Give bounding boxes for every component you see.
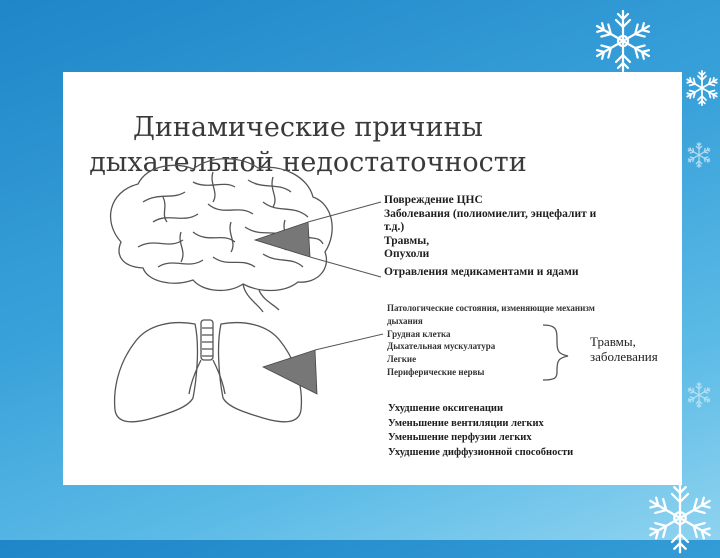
snowflake-icon xyxy=(682,68,720,108)
cns-line: Заболевания (полиомиелит, энцефалит и xyxy=(384,207,597,220)
slide-card xyxy=(63,72,682,485)
title-line-2: дыхательной недостаточности xyxy=(89,147,527,178)
snowflake-icon xyxy=(684,380,714,410)
consequence-line: Уменьшение вентиляции легких xyxy=(388,417,544,429)
trauma-label-line-1: Травмы, xyxy=(590,334,636,349)
snowflake-icon xyxy=(684,140,714,170)
title-line-1: Динамические причины xyxy=(132,112,484,143)
cns-line: Опухоли xyxy=(384,248,430,260)
consequence-line: Ухудшение оксигенации xyxy=(388,403,503,414)
snowflake-icon xyxy=(588,6,658,76)
mechanism-line: Патологические состояния, изменяющие механизм xyxy=(387,303,595,313)
mechanism-line: дыхания xyxy=(387,315,423,326)
consequence-line: Уменьшение перфузии легких xyxy=(388,432,532,443)
consequences-block xyxy=(388,402,668,460)
cns-line: Травмы, xyxy=(384,234,430,247)
trauma-label-line-2: заболевания xyxy=(590,349,658,364)
trauma-label xyxy=(590,334,680,364)
cns-line: Отравления медикаментами и ядами xyxy=(384,265,579,278)
mechanism-line: Периферические нервы xyxy=(387,366,485,377)
mechanism-line: Грудная клетка xyxy=(387,328,451,339)
snowflake-icon xyxy=(640,478,720,558)
consequence-line: Ухудшение диффузионной способности xyxy=(388,446,574,458)
cns-causes-block xyxy=(384,194,624,279)
mechanism-line: Легкие xyxy=(387,354,417,365)
cns-line: Повреждение ЦНС xyxy=(384,194,483,206)
mechanism-line: Дыхательная мускулатура xyxy=(387,341,496,352)
cns-line: т.д.) xyxy=(384,221,405,233)
brain-pointer xyxy=(255,222,310,257)
